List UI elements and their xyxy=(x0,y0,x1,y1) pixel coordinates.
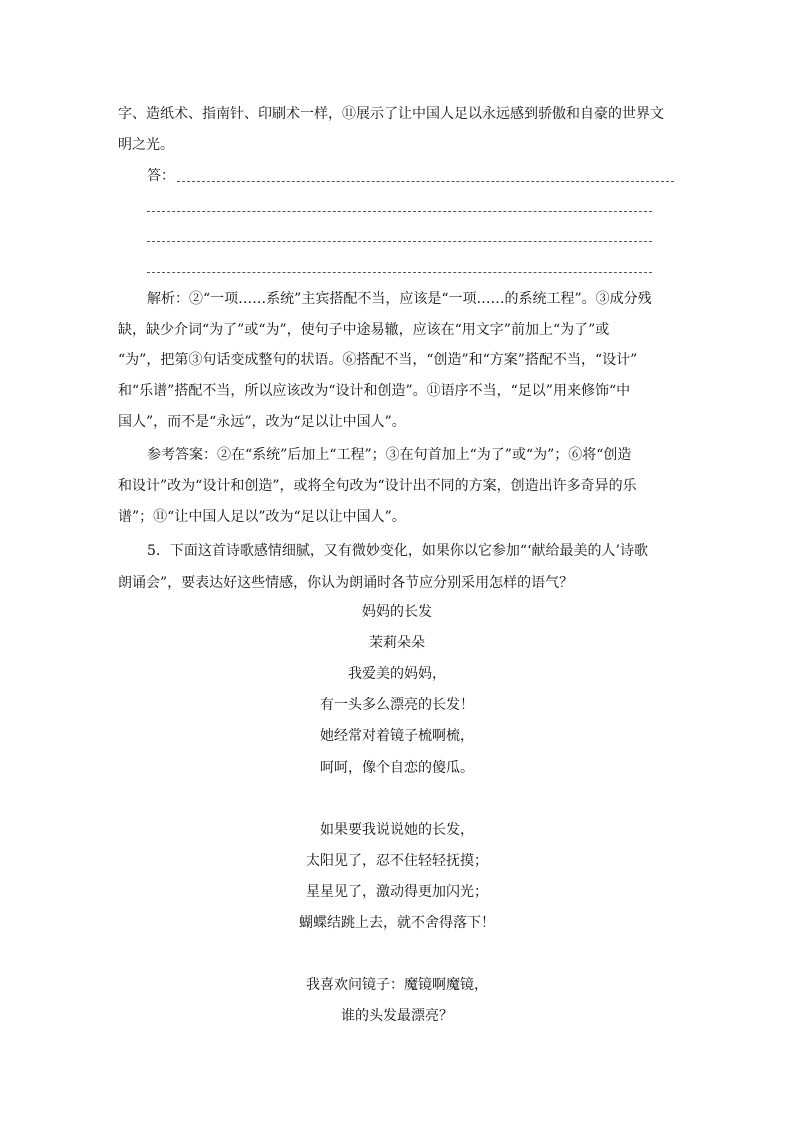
poem-line: 谁的头发最漂亮？ xyxy=(341,1008,453,1024)
poem-line: 蝴蝶结跳上去，就不舍得落下！ xyxy=(299,915,495,931)
reference-line: 参考答案：②在“系统”后加上“工程”；③在句首加上“为了”或“为”；⑥将“创造 xyxy=(147,447,632,463)
poem-line: 呵呵，像个自恋的傻瓜。 xyxy=(320,760,474,776)
analysis-line: “为”，把第③句话变成整句的状语。⑥搭配不当，“创造”和“方案”搭配不当，“设计” xyxy=(118,352,638,368)
analysis-line: 国人”，而不是“永远”，改为“足以让中国人”。 xyxy=(118,414,406,430)
answer-label: 答： xyxy=(147,168,175,184)
reference-line: 和设计”改为“设计和创造”，或将全句改为“设计出不同的方案，创造出许多奇异的乐 xyxy=(118,478,637,494)
answer-line-2 xyxy=(147,211,652,212)
poem-line: 如果要我说说她的长发， xyxy=(320,822,474,838)
poem-line: 太阳见了，忍不住轻轻抚摸； xyxy=(306,853,488,869)
poem-line: 我喜欢问镜子：魔镜啊魔镜， xyxy=(306,977,488,993)
analysis-line: 解析：②“一项……系统”主宾搭配不当，应该是“一项……的系统工程”。③成分残 xyxy=(147,291,652,307)
analysis-line: 缺，缺少介词“为了”或“为”，使句子中途易辙，应该在“用文字”前加上“为了”或 xyxy=(118,322,610,338)
question-5-line: 5．下面这首诗歌感情细腻，又有微妙变化，如果你以它参加“‘献给最美的人’诗歌 xyxy=(147,543,648,559)
reference-line: 谱”；⑪“让中国人足以”改为“足以让中国人”。 xyxy=(118,509,406,525)
question-5-line: 朗诵会”，要表达好这些情感，你认为朗诵时各节应分别采用怎样的语气？ xyxy=(118,575,574,591)
passage-line-1: 字、造纸术、指南针、印刷术一样，⑪展示了让中国人足以永远感到骄傲和自豪的世界文 xyxy=(118,106,664,122)
poem-title: 妈妈的长发 xyxy=(362,604,432,620)
answer-line-3 xyxy=(147,241,652,242)
answer-line-1 xyxy=(177,181,674,182)
analysis-line: 和“乐谱”搭配不当，所以应该改为“设计和创造”。⑪语序不当，“足以”用来修饰“中 xyxy=(118,383,631,399)
passage-line-2: 明之光。 xyxy=(118,137,174,153)
poem-line: 星星见了，激动得更加闪光； xyxy=(306,884,488,900)
poem-author: 茉莉朵朵 xyxy=(369,635,425,651)
poem-line: 我爱美的妈妈， xyxy=(348,666,446,682)
answer-line-4 xyxy=(147,272,652,273)
poem-line: 有一头多么漂亮的长发！ xyxy=(320,697,474,713)
poem-line: 她经常对着镜子梳啊梳， xyxy=(320,728,474,744)
